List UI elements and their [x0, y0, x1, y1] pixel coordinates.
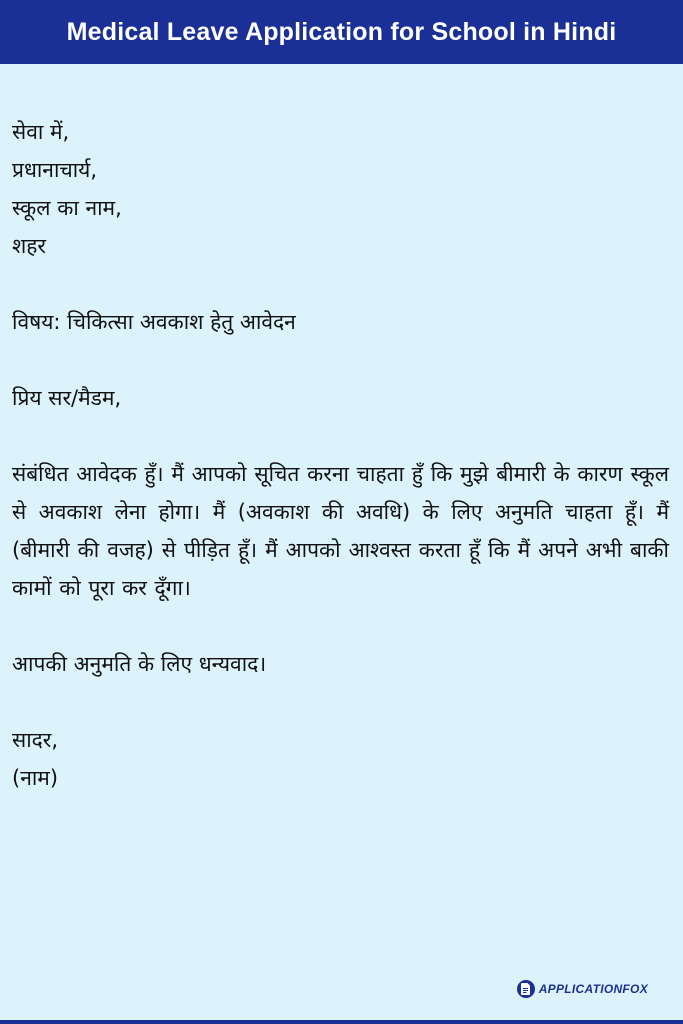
spacer [12, 683, 669, 721]
spacer [12, 341, 669, 379]
page-title: Medical Leave Application for School in Hindi [66, 17, 617, 46]
letter-body [12, 113, 669, 797]
document-icon [517, 980, 535, 998]
thanks-line: आपकी अनुमति के लिए धन्यवाद। [12, 652, 267, 676]
spacer [12, 607, 669, 645]
recipient-line-1: सेवा में, [12, 120, 70, 144]
salutation: प्रिय सर/मैडम, [12, 386, 122, 410]
recipient-line-4: शहर [12, 234, 47, 258]
recipient-line-3: स्कूल का नाम, [12, 196, 122, 220]
spacer [12, 417, 669, 455]
body-paragraph: संबंधित आवेदक हुँ। मैं आपको सूचित करना चाहता हुँ कि मुझे बीमारी के कारण स्कूल से अवकाश लेना होगा। मैं (अवकाश की अवधि) के लिए अनुमति चाहता हूँ। मैं (बीमारी की वजह) से पीड़ित हूँ। मैं आपको आश्वस्त करता हूँ कि मैं अपने अभी बाकी कामों को पूरा कर दूँगा। [12, 462, 669, 600]
closing-line: सादर, [12, 728, 59, 752]
bottom-border [0, 1020, 683, 1024]
brand-logo [517, 980, 648, 998]
recipient-line-2: प्रधानाचार्य, [12, 158, 98, 182]
brand-name: APPLICATIONFOX [538, 982, 648, 996]
header-banner [0, 0, 683, 64]
subject-line: विषय: चिकित्सा अवकाश हेतु आवेदन [12, 310, 296, 334]
signature-line: (नाम) [12, 766, 59, 790]
spacer [12, 265, 669, 303]
